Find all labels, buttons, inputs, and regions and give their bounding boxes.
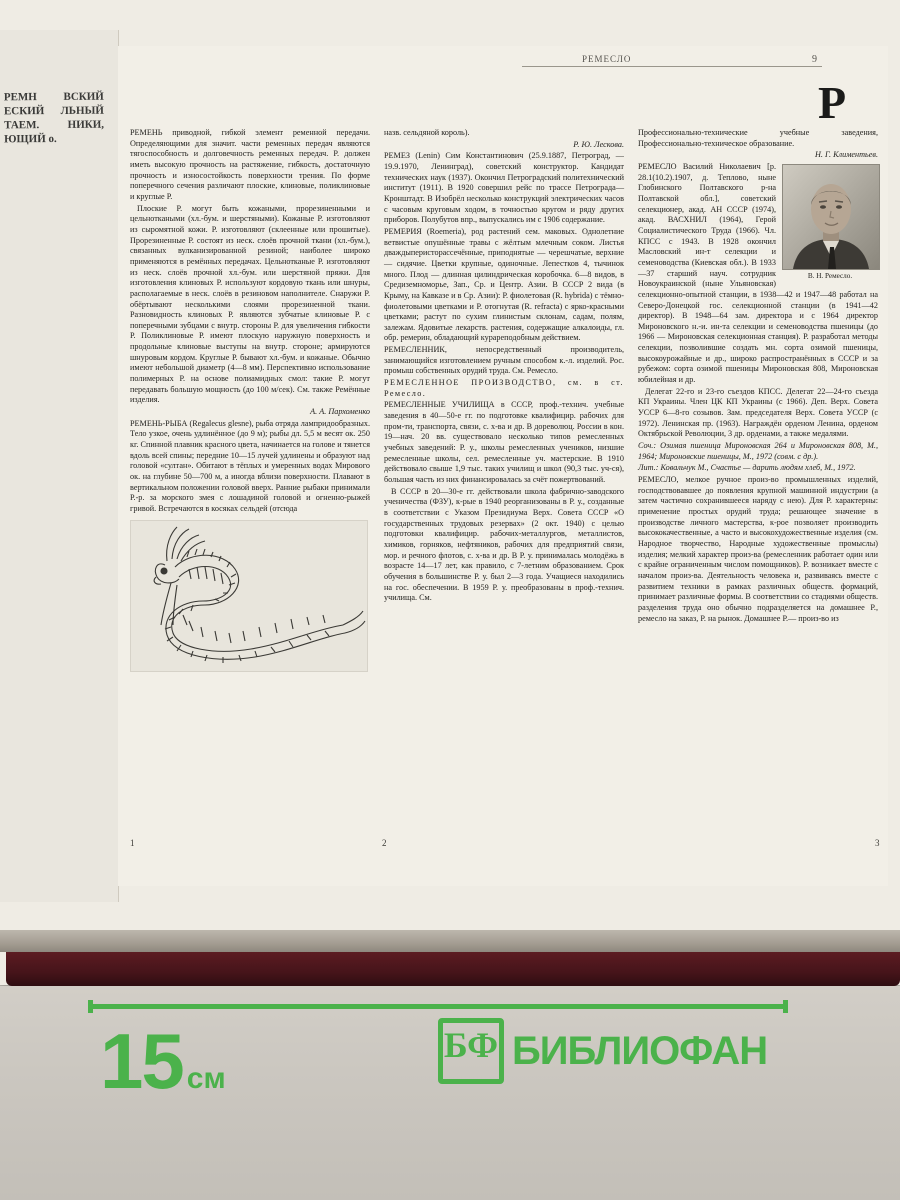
- drop-letter: Р: [818, 77, 847, 128]
- fish-illustration: [130, 520, 368, 672]
- entry-remeslennoe-proizvodstvo: РЕМЕСЛЕННОЕ ПРОИЗВОДСТВО, см. в ст. Ремесло.: [384, 378, 624, 398]
- previous-page-edge: [0, 30, 119, 902]
- literature-list: Лит.: Ковальчук М., Счастье — дарить людям хлеб, М., 1972.: [638, 463, 856, 473]
- scale-measurement: [100, 1016, 226, 1107]
- entry-remeriya: РЕМЕРИЯ (Roemeria), род растений сем. маковых. Однолетние ветвистые опушённые травы с жёлтым млечным соком. Листья дваждыперисторассечённые, приподнятые — черешчатые, верхние — сидячие. Цветки крупные, одиночные. Лепестков 4, тычинок много. Плод — длинная цилиндрическая коробочка. 6—8 видов, в Средиземноморье, Зап., Ср. и Центр. Азии. В СССР 2 вида (в Крыму, на Кавказе и в Ср. Азии): Р. фиолетовая (R. hybrida) с тёмно-фиолетовыми цветками и Р. отогнутая (R. refracta) с ярко-красными цветками; растут по сухим глинистым склонам, садам, полям, залежам. Ядовитые лекарств. растения, содержащие алкалоиды, гл. обр. ремерин, обладающий курареподобным действием.: [384, 226, 624, 343]
- brand-logo-text: БФ: [443, 1025, 499, 1065]
- author-credit: Н. Г. Климентьев.: [814, 150, 878, 160]
- paragraph: Делегат 22-го и 23-го съездов КПСС. Делегат 22—24-го съезда КП Украины. Член ЦК КП Украины (с 1966). Деп. Верх. Совета УССР 6—8-го созывов. Зам. председателя Верх. Совета УССР (с 1972). Ленинская пр. (1963). Награждён орденом Ленина, орденом Октябрьской Революции, 3 др. орденами, а также медалями.: [638, 386, 878, 439]
- entry-remeslennye-uchilishcha: РЕМЕСЛЕННЫЕ УЧИЛИЩА в СССР, проф.-технич. учебные заведения в 40—50-е гг. по подготовке квалифицир. рабочих для пром-ти, транспорта, связи, с. х-ва и др. В дореволюц. России в кон. 19—нач. 20 вв. существовало несколько типов ремесленных учебных заведений: Р. у., школы ремесленных учеников, низшие ремесленные школы, сел. ремесленные уч. мастерские. В 1910 действовало свыше 1,9 тыс. таких училищ и школ (90,3 тыс. уч-ся), большая часть из них финансировалась за счёт пожертвований.: [384, 400, 624, 484]
- entry-remeslo-person: РЕМЕСЛО Василий Николаевич [р. 28.1(10.2).1907, д. Теплово, ныне Глобинского Полтавского р-на Полтавской обл.], советский селекционер, акад. АН СССР (1974), акад. ВАСХНИЛ (1964), Герой Социалистического Труда (1966). Чл. КПСС с 1943. В 1928 окончил Масловский ин-т селекции и семеноводства (Киевская обл.). В 1933—37 старший науч. сотрудник Новоукраинской (ныне Ульяновская) селекционно-опытной станции, в 1938—42 и 1947—48 работал на Северо-Донецкой гос. селекционной станции (в 1941—42 директор). В 1948—64 зам. директора и с 1964 директор Мироновского н.-и. ин-та селекции и семеноводства пшеницы (до 1966 — Мироновская селекционная станция). Р. разработал методы селекции, позволившие создать мн. сорта озимой пшеницы, высокоурожайные и др., широко распространённых в СССР и за рубежом: сорта озимой пшеницы Мироновская 808, Мироновская юбилейная и др.: [638, 161, 878, 385]
- folio-2: 2: [382, 838, 387, 848]
- author-credit: Р. Ю. Лескова.: [573, 139, 624, 149]
- scale-ruler: [88, 1000, 788, 1012]
- works-list: Соч.: Озимая пшеница Мироновская 264 и Мироновская 808, М., 1964; Мироновские пшеницы, М., 1972 (совм. с др.).: [638, 441, 878, 461]
- entry-remen: РЕМЕНЬ приводной, гибкой элемент ременной передачи. Определяющими для значит. части ременных передач являются тягоспособность и долговечность ременных передач. Р. должен иметь высокую прочность на растяжение, гибкость, достаточную прочность и износостойкость поверхности трения. По форме поперечного сечения различают плоские, клиновые, поликлиновые и круглые Р.: [130, 128, 370, 201]
- encyclopedia-page: [118, 46, 888, 886]
- scale-value: 15: [100, 1017, 183, 1105]
- column-1: [130, 128, 370, 828]
- brand-logo-icon: [438, 1018, 504, 1084]
- portrait-image: [782, 164, 880, 270]
- ruler-bar: [88, 1004, 788, 1009]
- previous-page-text: РЕМН ВСКИЙ ЕСКИЙ ЛЬНЫЙ ТАЕМ. НИКИ, ЮЩИЙ о.: [3, 90, 105, 146]
- ruler-tick-right: [783, 1000, 788, 1013]
- head-rule: [522, 66, 822, 67]
- entry-remez: РЕМЕЗ (Lenin) Сим Константинович (25.9.1887, Петроград, — 19.9.1970, Ленинград), советский конструктор. Кандидат технических наук (1937). Окончил Петроградский политехнический институт (1911). В 1920 совершил рейс по трассе Петрограда—Кронштадт. В Изобрёл несколько конструкций электрических часов с часовым круговым ходом, в точностью кругом и ряду других приборов. Полубутов впр., выпускались им с 1906 содержание.: [384, 151, 624, 225]
- running-head: [522, 54, 882, 72]
- running-head-word: РЕМЕСЛО: [582, 54, 632, 64]
- paragraph: В СССР в 20—30-е гг. действовали школа фабрично-заводского ученичества (ФЗУ), к-рые в 1940 реорганизованы в Р. у., созданные в соответствии с Указом Президиума Верх. Совета СССР «О государственных трудовых резервах» (2 окт. 1940) с целью подготовки квалифицир. рабочих-металлургов, металлистов, химиков, горняков, нефтяников, рабочих для предприятий связи, мор. и речного флотов, с. х-ва и др. В Р. у. принималась молодёжь в возрасте 14—17 лет, как правило, с 7-летним образованием. Срок обучения в большинстве Р. у. был 2—3 года. Учащиеся находились на гос. обеспечении. В 1959 Р. у. преобразованы в проф.-технич. училища. См.: [384, 486, 624, 603]
- scale-unit: см: [186, 1062, 226, 1095]
- folio-3: 3: [875, 838, 880, 848]
- column-3: [638, 128, 878, 828]
- text-columns: [130, 128, 878, 828]
- entry-remeslo-craft: РЕМЕСЛО, мелкое ручное произ-во промышленных изделий, господствовавшее до появления крупной машинной индустрии (а затем частично сохранившееся наряду с нею). Для Р. характерны: применение простых орудий труда; решающее значение в производстве личного мастерства, к-рое позволяет производить высококачественные, а часто и высокохудожественные изделия (см. Народное творчество, Народные художественные промыслы) изделия; мелкий характер произ-ва (ремесленник работает один или с крайне ограниченным числом помощников). Р. возникает вместе с началом произ-ва. Деятельность человека и, развиваясь вместе с развитием техники в рамках различных обществ. формаций, принимает различные формы. В соответствии со стадиями обществ. разделения труда оно обычно подразделяется на домашнее Р., ремесло на заказ, Р. на рынок. Домашнее Р.— произ-во из: [638, 475, 878, 623]
- portrait-caption: В. Н. Ремесло.: [807, 271, 853, 280]
- author-credit: А. А. Пархоменко: [310, 407, 370, 417]
- paragraph: Плоские Р. могут быть кожаными, прорезиненными и цельноткаными (хл.-бум. и шерстяными). Кожаные Р. изготовляют из сыромятной кожи. Р. изготовляют (склеенные или прошитые). Прорезиненные Р. состоят из неск. слоёв прочной ткани (хл.-бум.), связанных вулканизированной резиной; наиболее широко применяются в ремённых передачах. Цельнотканые Р. изготовляют из неск. слоёв прочной хл.-бум. или шерстяной пряжи. Для изготовления клиновых Р. используют кордовую ткань или шнуры, располагаемые в неск. слоёв в резиновом наполнителе. Снаружи Р. обёртывают несколькими слоями прорезиненной ткани. Разновидность клиновых Р. являются зубчатые клиновые Р. с поперечными зубцами с внутр. стороны Р. для увеличения гибкости Р. Поликлиновые Р. имеют плоскую наружную поверхность и продольные клиновые выступы на внутр. стороне; армируются шнуровым кордом. Круглые Р. бывают хл.-бум. и кожаные. Обычно имеют небольшой диаметр (4—8 мм). Перспективно использование полимерных Р. на основе полиамидных смол: такие Р. могут передавать большую мощность (до 100 м/сек). См. также Ремённые изделия.: [130, 203, 370, 405]
- entry-remen-ryba: РЕМЕНЬ-РЫБА (Regalecus glesne), рыба отряда лампридообразных. Тело узкое, очень удлинённое (до 9 м); рыбы дл. 5,5 м весят ок. 250 кг. Спинной плавник красного цвета, начинается на голове и тянется вдоль всей спины; передние 10—15 лучей удлинены и образуют над головой «султан». Обитают в тёплых и умеренных водах Мирового ок. на глубине 50—700 м, а иногда вблизи поверхности. Плавают в вертикальном положении головой вверх. Ранние рыбаки принимали Р.-р. за морского змея с лошадиной головой и огненно-рыжей гривой. Встречаются в косяках сельдей (отсюда: [130, 418, 370, 513]
- entry-remeslennik: РЕМЕСЛЕННИК, непосредственный производитель, занимающийся изготовлением ручным способом к.-л. изделий. Рос. промыш собственных орудий труда. См. Ремесло.: [384, 345, 624, 376]
- portrait-svg: [783, 165, 879, 269]
- book-page-edges: [0, 930, 900, 952]
- paragraph: назв. сельдяной король).: [384, 128, 470, 137]
- portrait-remeslo: [782, 164, 878, 281]
- paragraph: Профессионально-технические учебные заведения, Профессионально-техническое образование.: [638, 128, 878, 148]
- watermark-brand: [438, 1018, 767, 1084]
- book-cover: [6, 952, 900, 986]
- running-head-number: 9: [812, 54, 817, 65]
- fish-illustration-svg: [131, 521, 367, 671]
- brand-name: БИБЛИОФАН: [512, 1028, 768, 1073]
- column-2: [384, 128, 624, 828]
- folio-1: 1: [130, 838, 135, 848]
